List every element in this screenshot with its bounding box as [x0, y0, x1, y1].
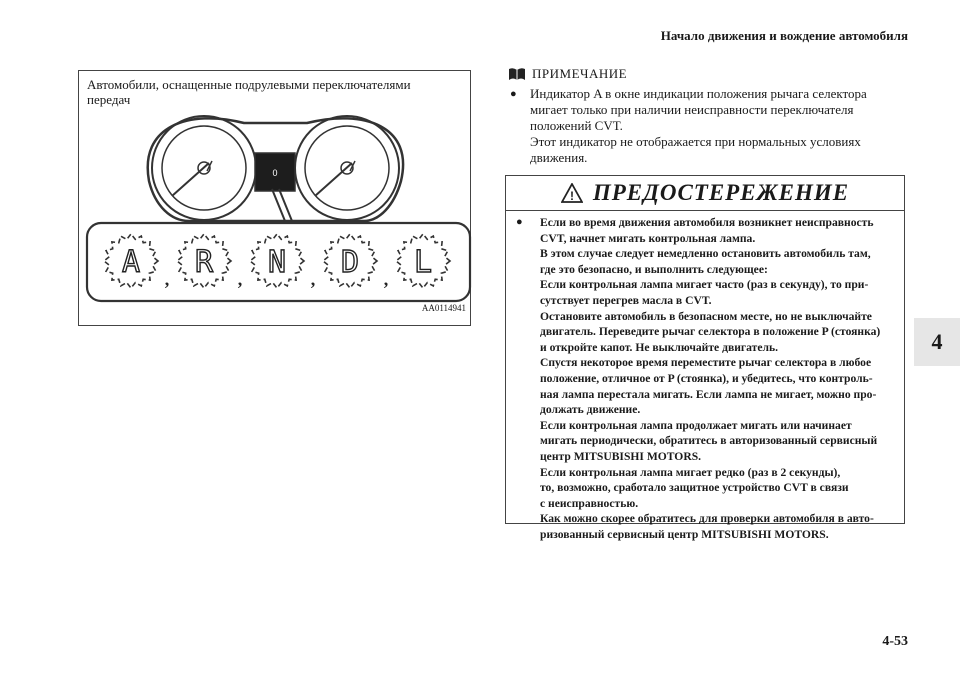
indicator-separator: ,: [310, 269, 316, 289]
pointer-line-left: [272, 189, 285, 221]
indicator-letter-l: L: [413, 245, 433, 280]
indicator-letter-d: D: [340, 245, 360, 280]
indicator-separator: ,: [237, 269, 243, 289]
indicator-separator: ,: [383, 269, 389, 289]
warning-line: центр MITSUBISHI MOTORS.: [540, 449, 702, 463]
note-line: мигает только при наличии неисправности переключателя: [530, 102, 854, 117]
warning-line: Как можно скорее обратитесь для проверки автомобиля в авто-: [540, 512, 874, 526]
note-line: Этот индикатор не отображается при нормальных условиях: [530, 134, 861, 149]
page-number: 4-53: [882, 634, 908, 649]
warning-line: мигать периодически, обратитесь в авторизованный сервисный: [540, 434, 878, 448]
note-section: [508, 66, 908, 166]
warning-line: должать движение.: [540, 403, 641, 417]
note-heading: [508, 66, 908, 82]
note-item: [508, 86, 908, 166]
warning-text: [540, 215, 880, 542]
warning-line: сутствует перегрев масла в CVT.: [540, 293, 712, 307]
warning-triangle-icon: [561, 183, 583, 203]
page-header-title: Начало движения и вождение автомобиля: [660, 28, 908, 43]
figure-code: AA0114941: [421, 303, 466, 313]
indicator-letter-r: R: [194, 245, 214, 280]
indicator-letter-n: N: [267, 245, 287, 280]
warning-icon-symbol: !: [569, 189, 574, 203]
note-bullet: ●: [510, 88, 517, 100]
instrument-cluster-illustration: [79, 71, 472, 327]
note-heading-text: ПРИМЕЧАНИЕ: [532, 66, 628, 81]
warning-line: CVT, начнет мигать контрольная лампа.: [540, 231, 756, 245]
note-book-icon: [508, 67, 526, 81]
warning-line: то, возможно, сработало защитное устройство CVT в связи: [540, 481, 849, 495]
warning-line: двигатель. Переведите рычаг селектора в положение P (стоянка): [540, 325, 881, 339]
warning-bullet: ●: [516, 216, 523, 228]
warning-item: [506, 211, 904, 542]
warning-line: В этом случае следует немедленно остановить автомобиль там,: [540, 247, 871, 261]
warning-header: [506, 176, 904, 211]
figure-caption: Автомобили, оснащенные подрулевыми переключателями передач: [87, 77, 411, 107]
left-gauge-needle: [172, 163, 209, 196]
warning-line: Спустя некоторое время переместите рычаг селектора в любое: [540, 356, 872, 370]
warning-line: Если контрольная лампа мигает часто (раз в секунду), то при-: [540, 278, 869, 292]
warning-title: ПРЕДОСТЕРЕЖЕНИЕ: [592, 180, 850, 205]
warning-line: положение, отличное от P (стоянка), и убедитесь, что контроль-: [540, 371, 873, 385]
warning-line: Если во время движения автомобиля возникнет неисправность: [540, 216, 874, 229]
warning-box: [505, 175, 905, 541]
indicator-letter-a: A: [121, 245, 141, 280]
note-line: Индикатор A в окне индикации положения рычага селектора: [530, 86, 867, 101]
pointer-line-right: [279, 189, 292, 221]
warning-line: Остановите автомобиль в безопасном месте, но не выключайте: [540, 309, 872, 323]
warning-line: ризованный сервисный центр MITSUBISHI MOTORS.: [540, 527, 829, 541]
instrument-cluster-figure: [78, 70, 471, 326]
center-display-char: 0: [272, 168, 278, 178]
right-gauge-needle: [315, 163, 352, 196]
warning-line: Если контрольная лампа продолжает мигать или начинает: [540, 418, 852, 432]
warning-line: ная лампа перестала мигать. Если лампа не мигает, можно про-: [540, 387, 877, 401]
warning-line: с неисправностью.: [540, 496, 639, 510]
note-line: положений CVT.: [530, 118, 623, 133]
warning-line: и откройте капот. Не выключайте двигатель.: [540, 340, 779, 354]
warning-line: Если контрольная лампа мигает редко (раз в 2 секунды),: [540, 465, 841, 479]
chapter-tab: 4: [914, 318, 960, 366]
note-line: движения.: [530, 150, 588, 165]
indicator-separator: ,: [164, 269, 170, 289]
warning-line: где это безопасно, и выполнить следующее:: [540, 262, 768, 276]
